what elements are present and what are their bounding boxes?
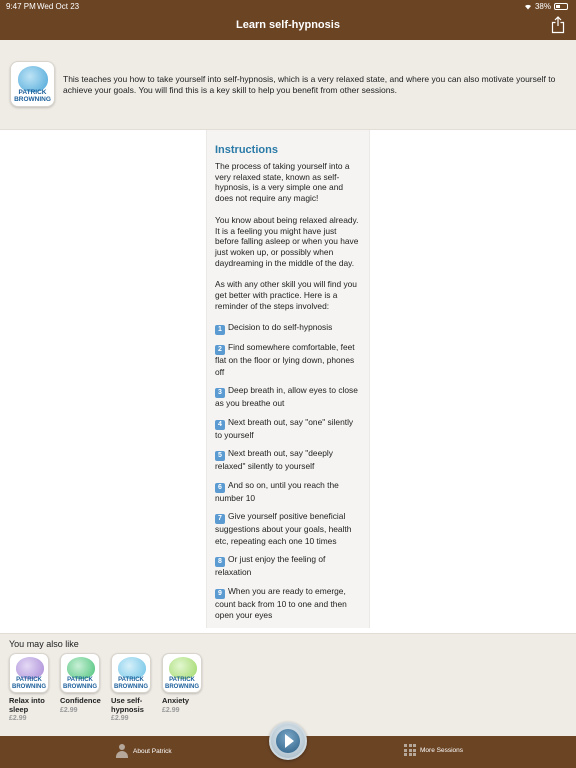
step-text: Next breath out, say "one" silently to yourself [215,416,354,440]
related-app-use-self-hypnosis[interactable] [111,653,155,722]
step-text: Find somewhere comfortable, feet flat on the floor or lying down, phones off [215,342,355,377]
shell-icon [67,657,95,679]
app-price: £2.99 [9,715,27,722]
about-patrick-label: About Patrick [133,747,172,755]
app-brand-text: PATRICK BROWNING [63,677,97,690]
more-sessions-label: More Sessions [420,746,463,754]
logo-brand-text: PATRICK BROWNING [14,89,51,103]
also-like-section [0,633,576,736]
anxiety-app-icon [162,653,202,693]
app-price: £2.99 [60,706,78,714]
step-number-badge: 8 [215,557,225,567]
use-self-hypnosis-app-icon [111,653,151,693]
battery-percent: 38% [534,2,551,11]
app-name: Confidence [60,696,101,705]
app-brand-text: PATRICK BROWNING [12,677,46,690]
instructions-heading: Instructions [215,144,278,156]
confidence-app-icon [60,653,100,693]
step-item [215,448,361,473]
status-date: Wed Oct 23 [37,2,80,11]
status-time: 9:47 PM [6,2,36,11]
wifi-icon [524,3,532,10]
step-item [215,586,361,622]
status-bar [6,2,568,12]
step-text: And so on, until you reach the number 10 [215,479,339,503]
grid-icon [404,744,416,756]
step-text: Or just enjoy the feeling of relaxation [215,554,326,578]
app-brand-text: PATRICK BROWNING [114,677,148,690]
app-name: Anxiety [162,696,190,705]
step-text: When you are ready to emerge, count back from 10 to one and then open your eyes [215,585,347,621]
step-number-badge: 1 [215,325,225,335]
app-brand-text: PATRICK BROWNING [165,677,199,690]
instructions-card [206,130,370,628]
step-number-badge: 4 [215,420,225,430]
step-number-badge: 6 [215,483,225,493]
step-text: Deep breath in, allow eyes to close as you breathe out [215,385,358,409]
more-sessions-button[interactable] [404,744,463,756]
patrick-browning-logo-icon [10,61,55,107]
play-button[interactable] [269,722,307,760]
relax-into-sleep-app-icon [9,653,49,693]
step-text: Next breath out, say "deeply relaxed" silently to yourself [215,448,333,472]
step-item [215,342,361,378]
instructions-paragraph: You know about being relaxed already. It is a feeling you might have just before falling asleep or when you have just woken up, or possibly when daydreaming in the middle of the day. [215,214,359,268]
step-item [215,480,361,505]
status-right [524,2,568,11]
page-title: Learn self-hypnosis [236,19,340,31]
also-like-heading: You may also like [9,639,79,649]
step-number-badge: 9 [215,589,225,599]
related-app-confidence[interactable] [60,653,104,714]
instructions-paragraph: The process of taking yourself into a very relaxed state, known as self-hypnosis, is a very simple one and does not require any magic! [215,161,350,204]
step-text: Give yourself positive beneficial suggestions about your goals, health etc, repeating each one 10 times [215,511,352,546]
related-app-anxiety[interactable] [162,653,206,714]
step-item [215,322,361,335]
intro-section [0,40,576,130]
step-number-badge: 5 [215,451,225,461]
about-patrick-button[interactable] [116,744,172,758]
app-price: £2.99 [162,706,180,714]
step-item [215,385,361,410]
play-icon [285,734,294,748]
related-app-relax-into-sleep[interactable] [9,653,53,722]
step-item [215,417,361,442]
top-bar [0,0,576,40]
instructions-paragraph: As with any other skill you will find you get better with practice. Here is a reminder of the steps involved: [215,279,357,311]
step-number-badge: 2 [215,345,225,355]
step-item [215,554,361,579]
intro-description: This teaches you how to take yourself into self-hypnosis, which is a very relaxed state, and where you can also motivate yourself to achieve your goals. You will find this is a key skill to help you benefit from other sessions. [63,74,556,95]
app-price: £2.99 [111,715,129,722]
battery-icon [554,3,568,10]
step-number-badge: 3 [215,388,225,398]
share-icon[interactable] [551,16,565,34]
app-name: Relax into sleep [9,696,45,714]
step-text: Decision to do self-hypnosis [228,322,333,333]
shell-icon [118,657,146,679]
step-item [215,511,361,547]
shell-icon [16,657,44,679]
app-name: Use self-hypnosis [111,696,144,714]
person-icon [116,744,128,758]
leaf-icon [169,657,197,679]
step-number-badge: 7 [215,514,225,524]
